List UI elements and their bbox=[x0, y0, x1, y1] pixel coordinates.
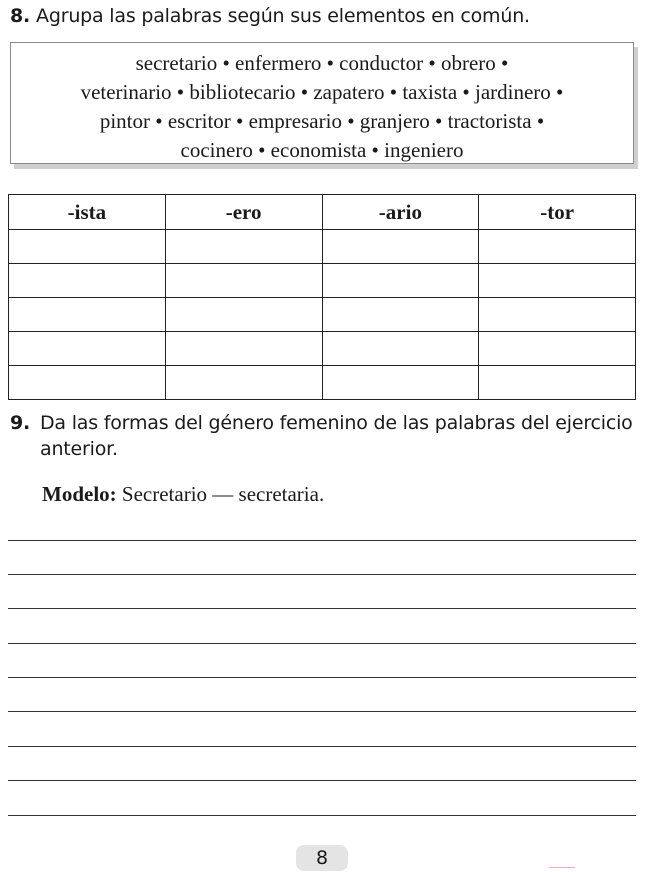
answer-cell[interactable] bbox=[165, 298, 322, 332]
answer-cell[interactable] bbox=[479, 366, 636, 400]
suffix-grouping-table bbox=[8, 194, 636, 400]
model-text: Secretario — secretaria. bbox=[121, 482, 325, 506]
answer-cell[interactable] bbox=[9, 298, 166, 332]
decorative-mark bbox=[549, 867, 575, 868]
writing-line[interactable] bbox=[8, 780, 636, 781]
answer-cell[interactable] bbox=[479, 230, 636, 264]
exercise-8-title bbox=[10, 4, 530, 28]
answer-cell[interactable] bbox=[479, 332, 636, 366]
word-bank-line-2: veterinario • bibliotecario • zapatero • taxista • jardinero • bbox=[80, 80, 564, 104]
writing-line[interactable] bbox=[8, 711, 636, 712]
table-row bbox=[9, 230, 636, 264]
exercise-9-number: 9. bbox=[10, 412, 31, 434]
answer-cell[interactable] bbox=[322, 230, 479, 264]
answer-cell[interactable] bbox=[9, 366, 166, 400]
answer-cell[interactable] bbox=[9, 332, 166, 366]
writing-line[interactable] bbox=[8, 677, 636, 678]
table-row bbox=[9, 264, 636, 298]
writing-line[interactable] bbox=[8, 815, 636, 816]
word-bank-line-3: pintor • escritor • empresario • granjero • tractorista • bbox=[99, 109, 545, 133]
writing-line[interactable] bbox=[8, 746, 636, 747]
word-bank-line-1: secretario • enfermero • conductor • obrero • bbox=[135, 51, 509, 75]
answer-cell[interactable] bbox=[165, 366, 322, 400]
page-number-badge: 8 bbox=[296, 845, 348, 871]
word-bank-line-4: cocinero • economista • ingeniero bbox=[180, 138, 464, 162]
model-example bbox=[42, 482, 324, 507]
answer-cell[interactable] bbox=[165, 332, 322, 366]
answer-cell[interactable] bbox=[322, 332, 479, 366]
answer-cell[interactable] bbox=[165, 264, 322, 298]
exercise-8-number: 8. bbox=[10, 5, 31, 27]
writing-line[interactable] bbox=[8, 574, 636, 575]
answer-cell[interactable] bbox=[9, 264, 166, 298]
table-row bbox=[9, 298, 636, 332]
model-label: Modelo: bbox=[42, 482, 117, 506]
header-ero: -ero bbox=[165, 195, 322, 230]
exercise-9-title bbox=[10, 410, 642, 462]
answer-cell[interactable] bbox=[9, 230, 166, 264]
table-header-row bbox=[9, 195, 636, 230]
exercise-8-instruction: Agrupa las palabras según sus elementos en común. bbox=[36, 5, 530, 27]
writing-line[interactable] bbox=[8, 608, 636, 609]
exercise-9-instruction: Da las formas del género femenino de las palabras del ejercicio anterior. bbox=[40, 412, 633, 460]
writing-line[interactable] bbox=[8, 643, 636, 644]
answer-cell[interactable] bbox=[322, 298, 479, 332]
header-ista: -ista bbox=[9, 195, 166, 230]
header-tor: -tor bbox=[479, 195, 636, 230]
table-row bbox=[9, 366, 636, 400]
answer-cell[interactable] bbox=[479, 264, 636, 298]
answer-cell[interactable] bbox=[479, 298, 636, 332]
word-bank-box bbox=[10, 42, 634, 164]
answer-cell[interactable] bbox=[322, 366, 479, 400]
header-ario: -ario bbox=[322, 195, 479, 230]
writing-line[interactable] bbox=[8, 540, 636, 541]
answer-cell[interactable] bbox=[165, 230, 322, 264]
answer-cell[interactable] bbox=[322, 264, 479, 298]
table-row bbox=[9, 332, 636, 366]
